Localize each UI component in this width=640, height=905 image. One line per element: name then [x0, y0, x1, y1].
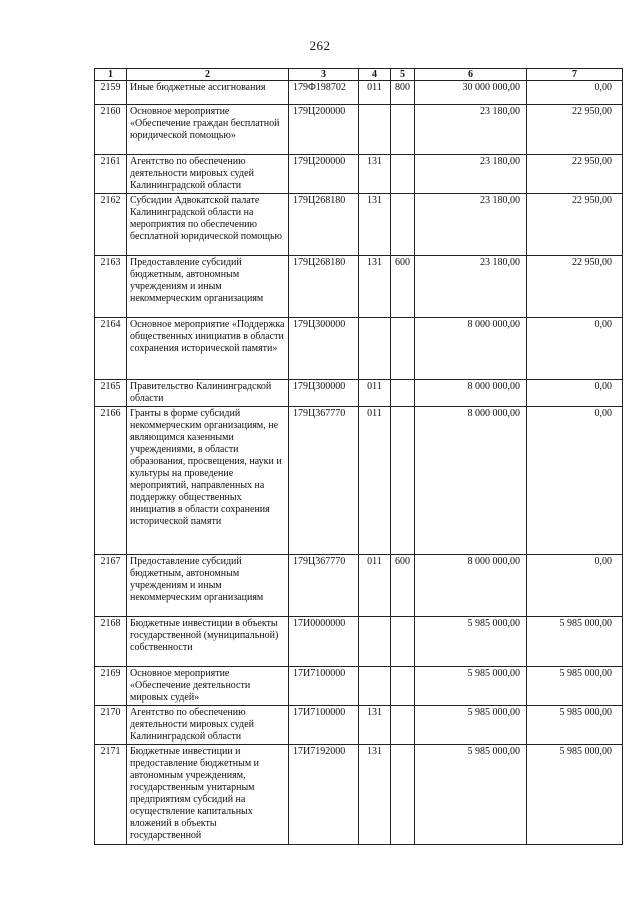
row-amount-7: 0,00 — [527, 81, 623, 105]
row-col4: 131 — [359, 745, 391, 845]
budget-table — [94, 68, 623, 845]
row-col5 — [391, 105, 415, 155]
row-amount-6: 23 180,00 — [415, 105, 527, 155]
row-col4 — [359, 105, 391, 155]
row-col5: 800 — [391, 81, 415, 105]
row-name: Гранты в форме субсидий некоммерческим организациям, не являющимся казенными учреждениями, в области образования, просвещения, науки и культуры на проведение мероприятий, направленных на поддержку общественных инициатив в области сохранения исторической памяти — [127, 407, 289, 555]
row-name: Предоставление субсидий бюджетным, автономным учреждениям и иным некоммерческим организациям — [127, 256, 289, 318]
row-code: 17И7192000 — [289, 745, 359, 845]
row-code: 179Ц300000 — [289, 318, 359, 380]
row-col4 — [359, 667, 391, 706]
row-col4 — [359, 318, 391, 380]
row-number: 2163 — [95, 256, 127, 318]
row-code: 17И7100000 — [289, 706, 359, 745]
row-col5: 600 — [391, 256, 415, 318]
row-number: 2170 — [95, 706, 127, 745]
row-name: Основное мероприятие «Обеспечение граждан бесплатной юридической помощью» — [127, 105, 289, 155]
row-name: Субсидии Адвокатской палате Калининградской области на мероприятия по обеспечению бесплатной юридической помощью — [127, 194, 289, 256]
row-number: 2164 — [95, 318, 127, 380]
column-header-7: 7 — [527, 69, 623, 81]
row-code: 179Ц268180 — [289, 194, 359, 256]
row-col5 — [391, 407, 415, 555]
row-col5 — [391, 706, 415, 745]
row-amount-6: 8 000 000,00 — [415, 555, 527, 617]
row-number: 2168 — [95, 617, 127, 667]
row-number: 2165 — [95, 380, 127, 407]
row-code: 17И7100000 — [289, 667, 359, 706]
row-col5 — [391, 318, 415, 380]
table-row — [95, 194, 623, 256]
table-body — [95, 81, 623, 845]
table-row — [95, 745, 623, 845]
column-header-1: 1 — [95, 69, 127, 81]
column-header-2: 2 — [127, 69, 289, 81]
row-col4: 131 — [359, 256, 391, 318]
row-amount-6: 5 985 000,00 — [415, 617, 527, 667]
row-col4: 131 — [359, 155, 391, 194]
row-name: Основное мероприятие «Поддержка общественных инициатив в области сохранения исторической памяти» — [127, 318, 289, 380]
row-col4: 011 — [359, 380, 391, 407]
row-name: Иные бюджетные ассигнования — [127, 81, 289, 105]
row-amount-7: 5 985 000,00 — [527, 617, 623, 667]
row-amount-7: 0,00 — [527, 407, 623, 555]
row-code: 179Ц367770 — [289, 555, 359, 617]
table-header-row — [95, 69, 623, 81]
column-header-4: 4 — [359, 69, 391, 81]
row-name: Бюджетные инвестиции и предоставление бюджетным и автономным учреждениям, государственным унитарным предприятиям субсидий на осуществление капитальных вложений в объекты государственной — [127, 745, 289, 845]
row-col5 — [391, 194, 415, 256]
row-amount-7: 0,00 — [527, 380, 623, 407]
row-number: 2166 — [95, 407, 127, 555]
row-name: Агентство по обеспечению деятельности мировых судей Калининградской области — [127, 706, 289, 745]
row-name: Бюджетные инвестиции в объекты государственной (муниципальной) собственности — [127, 617, 289, 667]
row-amount-6: 23 180,00 — [415, 194, 527, 256]
row-amount-7: 22 950,00 — [527, 194, 623, 256]
row-col5 — [391, 380, 415, 407]
row-code: 179Ц300000 — [289, 380, 359, 407]
row-amount-7: 22 950,00 — [527, 155, 623, 194]
page-number: 262 — [309, 38, 331, 53]
row-amount-7: 5 985 000,00 — [527, 745, 623, 845]
row-col5 — [391, 155, 415, 194]
row-amount-6: 23 180,00 — [415, 256, 527, 318]
row-amount-6: 5 985 000,00 — [415, 667, 527, 706]
row-col4: 011 — [359, 407, 391, 555]
row-amount-7: 5 985 000,00 — [527, 706, 623, 745]
table-row — [95, 155, 623, 194]
table-row — [95, 318, 623, 380]
row-amount-6: 5 985 000,00 — [415, 745, 527, 845]
row-amount-6: 5 985 000,00 — [415, 706, 527, 745]
table-row — [95, 380, 623, 407]
row-col5: 600 — [391, 555, 415, 617]
row-amount-6: 8 000 000,00 — [415, 407, 527, 555]
row-col5 — [391, 667, 415, 706]
row-amount-7: 5 985 000,00 — [527, 667, 623, 706]
row-amount-7: 0,00 — [527, 555, 623, 617]
row-number: 2160 — [95, 105, 127, 155]
row-name: Агентство по обеспечению деятельности мировых судей Калининградской области — [127, 155, 289, 194]
row-amount-6: 8 000 000,00 — [415, 318, 527, 380]
row-name: Правительство Калининградской области — [127, 380, 289, 407]
column-header-6: 6 — [415, 69, 527, 81]
row-code: 179Ц367770 — [289, 407, 359, 555]
row-col4: 131 — [359, 706, 391, 745]
row-amount-6: 30 000 000,00 — [415, 81, 527, 105]
row-number: 2167 — [95, 555, 127, 617]
row-amount-6: 23 180,00 — [415, 155, 527, 194]
row-col4 — [359, 617, 391, 667]
row-name: Предоставление субсидий бюджетным, автономным учреждениям и иным некоммерческим организациям — [127, 555, 289, 617]
column-header-5: 5 — [391, 69, 415, 81]
row-col4: 011 — [359, 81, 391, 105]
row-code: 17И0000000 — [289, 617, 359, 667]
row-name: Основное мероприятие «Обеспечение деятельности мировых судей» — [127, 667, 289, 706]
row-amount-7: 22 950,00 — [527, 256, 623, 318]
row-code: 179Ц200000 — [289, 155, 359, 194]
table-row — [95, 667, 623, 706]
row-number: 2161 — [95, 155, 127, 194]
row-amount-7: 22 950,00 — [527, 105, 623, 155]
table-row — [95, 256, 623, 318]
table-row — [95, 706, 623, 745]
row-col4: 131 — [359, 194, 391, 256]
row-number: 2171 — [95, 745, 127, 845]
row-number: 2162 — [95, 194, 127, 256]
table-row — [95, 555, 623, 617]
row-col5 — [391, 745, 415, 845]
table-row — [95, 81, 623, 105]
table-row — [95, 617, 623, 667]
row-code: 179Ф198702 — [289, 81, 359, 105]
row-code: 179Ц200000 — [289, 105, 359, 155]
row-col4: 011 — [359, 555, 391, 617]
column-header-3: 3 — [289, 69, 359, 81]
table-row — [95, 105, 623, 155]
row-number: 2169 — [95, 667, 127, 706]
row-number: 2159 — [95, 81, 127, 105]
table-row — [95, 407, 623, 555]
row-amount-6: 8 000 000,00 — [415, 380, 527, 407]
row-col5 — [391, 617, 415, 667]
row-amount-7: 0,00 — [527, 318, 623, 380]
row-code: 179Ц268180 — [289, 256, 359, 318]
